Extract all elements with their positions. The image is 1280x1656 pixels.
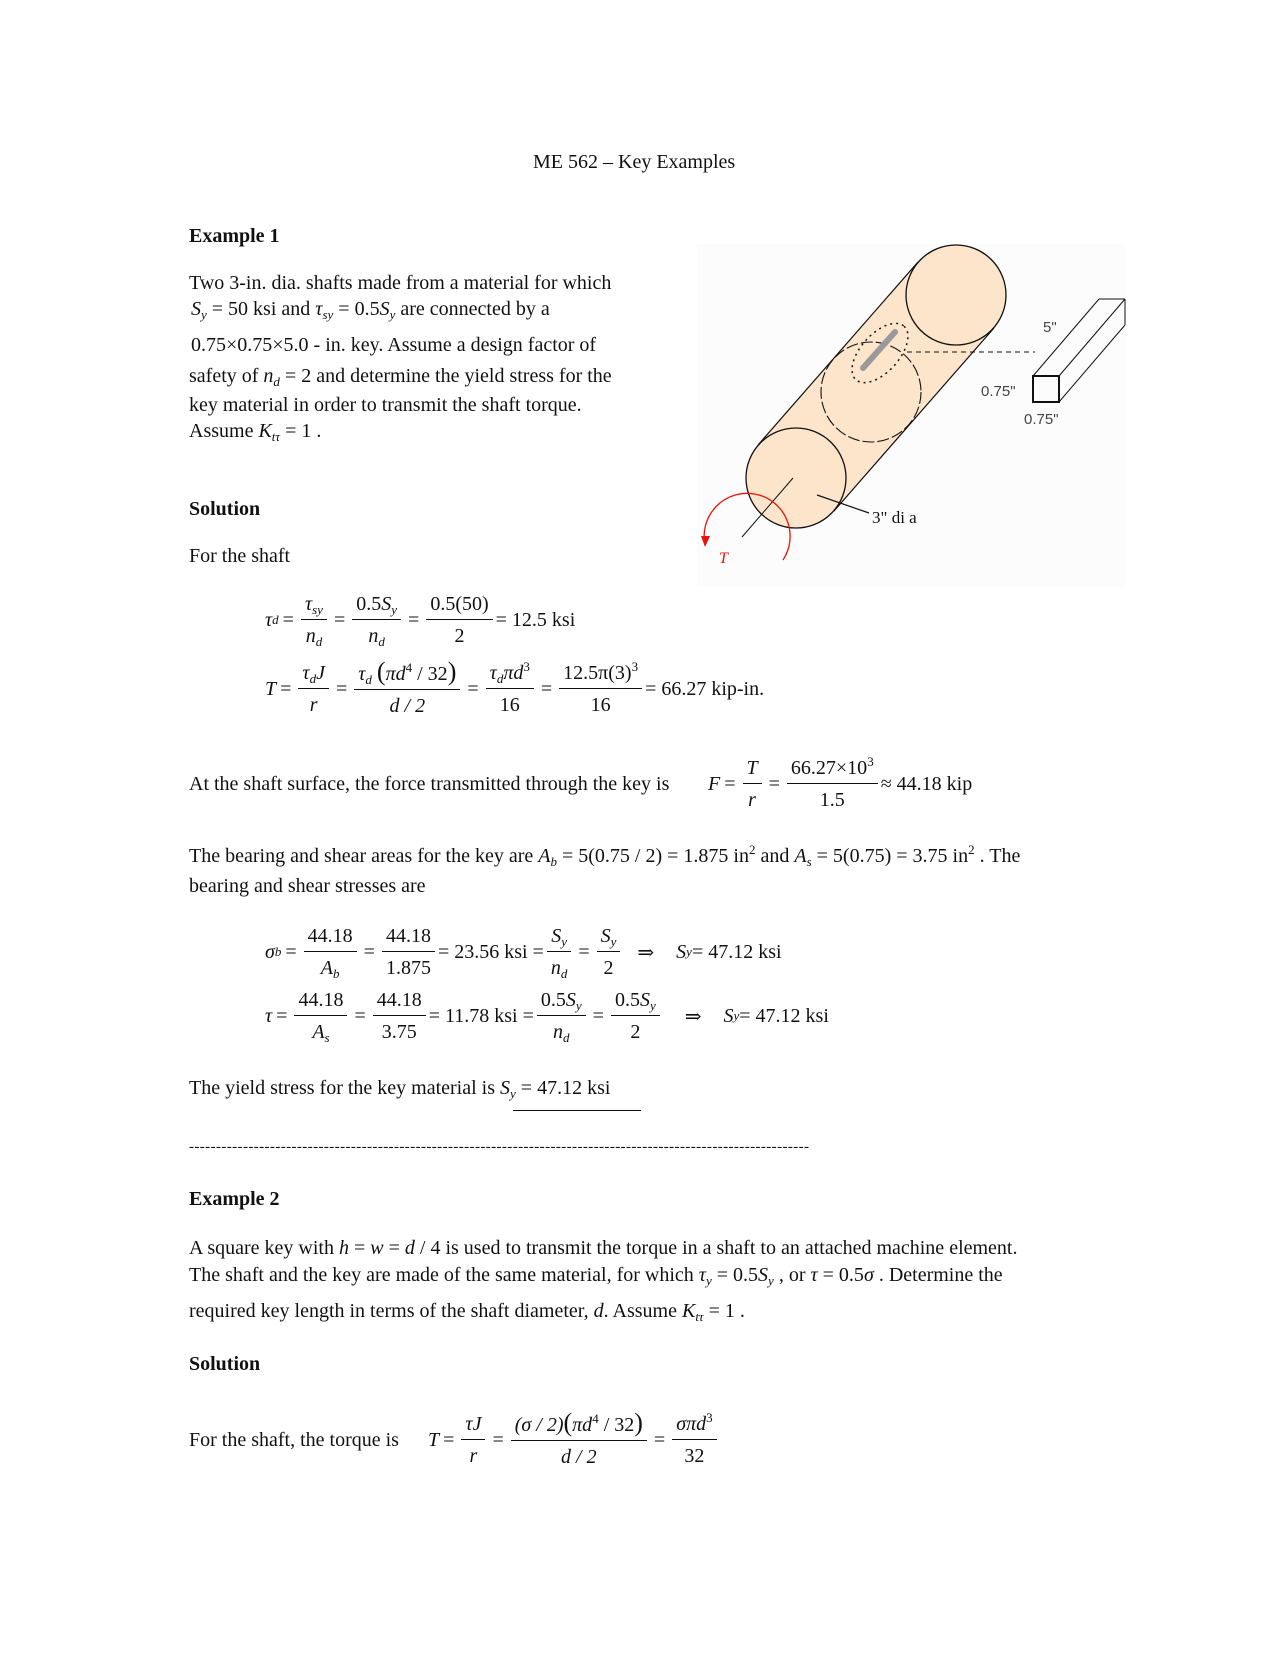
text-line: For the shaft <box>189 545 291 567</box>
math: ≈ 44.18 kip <box>880 772 973 795</box>
math: r <box>298 688 329 715</box>
math: 3 <box>523 659 530 674</box>
equation-design-shear-stress: τ d = $\tau_{sy}$ $n_d$ = $\frac{0.5S_y}{n_d}$ = $\frac{0.5(50)}{2}$ = 12.5 ksi <box>265 593 576 649</box>
math: S <box>676 940 687 963</box>
math: 3 <box>631 659 639 674</box>
math: 1.5 <box>787 783 878 810</box>
fraction <box>787 754 878 811</box>
math: d / 2 <box>354 689 460 716</box>
text: Assume <box>189 420 259 442</box>
text: safety of <box>189 365 264 387</box>
section-separator: ------------------------------------------------------------------------------------------------------------------- <box>189 1139 810 1155</box>
math: S <box>723 1004 734 1027</box>
shaft-key-figure <box>0 0 1280 620</box>
math: d / 2 <box>511 1440 647 1467</box>
math: S <box>758 1264 769 1286</box>
math: y <box>510 1086 516 1101</box>
math: = 23.56 ksi = <box>437 940 544 963</box>
fraction <box>382 926 435 978</box>
math: d <box>309 671 317 686</box>
fraction <box>559 659 642 716</box>
math: ) <box>634 1408 643 1437</box>
math: A <box>794 845 807 867</box>
torque-label: T <box>719 550 728 567</box>
math: y <box>768 1273 774 1288</box>
math: τ <box>315 298 323 320</box>
math: d <box>593 1300 604 1322</box>
key-length-label: 5" <box>1043 319 1057 336</box>
math: 66.27×10 <box>790 757 868 779</box>
math: σπd <box>676 1413 707 1435</box>
math: 0.5 <box>356 593 382 615</box>
math: = <box>354 1004 366 1027</box>
math: πd <box>385 663 406 685</box>
math: sy <box>322 307 334 322</box>
math: h <box>338 1237 349 1259</box>
math: tτ <box>271 429 281 444</box>
math: = <box>492 1428 504 1451</box>
math: y <box>575 998 582 1013</box>
math: d <box>378 634 385 649</box>
text-line: bearing and shear stresses are <box>189 875 426 897</box>
math: σ <box>265 940 275 963</box>
math: S <box>500 1077 511 1099</box>
math: ( <box>376 657 386 686</box>
math: = 0.5 <box>711 1264 759 1286</box>
math: y <box>561 934 567 949</box>
math: T <box>265 677 277 700</box>
math: 1.875 <box>382 951 435 978</box>
example-1-text-line: 0.75×0.75×5.0 - in. key. Assume a design factor of <box>191 334 597 356</box>
math: d <box>365 672 372 687</box>
text: . Determine the <box>873 1264 1003 1286</box>
math: b <box>550 854 557 869</box>
math: τJ <box>465 1413 482 1435</box>
math: y <box>705 1273 712 1288</box>
fraction <box>537 989 586 1045</box>
math: = <box>276 1004 288 1027</box>
math: n <box>368 625 379 647</box>
text: required key length in terms of the shaft diameter, <box>189 1300 594 1322</box>
math: J <box>316 662 325 684</box>
math: = <box>653 1428 666 1451</box>
fraction <box>486 659 534 716</box>
implies-arrow: ⇒ <box>637 941 655 964</box>
fraction <box>511 1408 647 1468</box>
math: τ <box>302 662 310 684</box>
math: 16 <box>486 688 534 715</box>
math: T <box>428 1428 440 1451</box>
math: = <box>335 677 348 700</box>
text: / 4 is used to transmit the torque in a shaft to an attached machine element. <box>414 1237 1018 1259</box>
math: = 11.78 ksi = <box>428 1004 534 1027</box>
math: 3 <box>867 754 874 769</box>
math: τ <box>265 1004 273 1027</box>
math: πd <box>572 1414 593 1436</box>
math: = 12.5 ksi <box>495 608 576 631</box>
math: r <box>461 1439 485 1466</box>
math: n <box>305 625 316 647</box>
math: 4 <box>592 1411 599 1426</box>
math: = <box>408 608 420 631</box>
result-line <box>189 1077 611 1101</box>
math: d <box>404 1237 415 1259</box>
math: = <box>282 608 294 631</box>
math: K <box>258 420 272 442</box>
math: y <box>391 602 398 617</box>
equation-bearing-stress: σ b = $\frac{44.18}{A_b}$ = $\frac{44.18}{1.875}$ = 23.56 ksi = $\frac{S_y}{n_d}$ = $\frac{S_y}{2}$ ⇒ S y = 47.12 ksi <box>265 925 782 981</box>
math: y <box>201 307 207 322</box>
math: 0.5 <box>614 989 640 1011</box>
math: s <box>324 1030 330 1045</box>
math: A <box>538 845 551 867</box>
math: d <box>315 634 323 649</box>
fraction <box>294 989 347 1045</box>
math: = 66.27 kip-in. <box>645 677 765 700</box>
math: S <box>379 298 390 320</box>
text: . The <box>974 845 1021 867</box>
math: / 32 <box>598 1414 635 1436</box>
math: S <box>191 298 201 320</box>
text: are connected by a <box>395 298 550 320</box>
text-line: For the shaft, the torque is <box>189 1429 399 1451</box>
fraction <box>611 990 660 1042</box>
solution-heading: Solution <box>189 1353 261 1375</box>
math: S <box>639 989 650 1011</box>
math: 32 <box>672 1439 716 1466</box>
math: = 0.5 <box>817 1264 864 1286</box>
math: 3.75 <box>373 1015 426 1042</box>
math: A <box>312 1021 325 1043</box>
equation-torque-2 <box>428 1408 720 1468</box>
text: The shaft and the key are made of the same material, for which <box>189 1264 699 1286</box>
text: , or <box>773 1264 811 1286</box>
math: w <box>370 1237 384 1259</box>
math: = <box>467 677 479 700</box>
math: = 5(0.75 / 2) = 1.875 in <box>556 845 749 867</box>
math: 44.18 <box>298 989 344 1011</box>
math: r <box>743 783 762 810</box>
math: τ <box>265 608 273 631</box>
text: The yield stress for the key material is <box>189 1077 501 1099</box>
math: 0.5 <box>540 989 566 1011</box>
text-line <box>189 842 1021 869</box>
math: = <box>443 1428 455 1451</box>
text: = 1 . <box>280 420 322 442</box>
math: = 5(0.75) = 3.75 in <box>811 845 969 867</box>
math: = 47.12 ksi <box>739 1004 829 1027</box>
fraction <box>354 657 460 717</box>
math: = <box>333 608 346 631</box>
math: = <box>768 772 780 795</box>
equation-force <box>708 754 973 811</box>
example-1-text-line: Two 3-in. dia. shafts made from a material for which <box>189 272 612 294</box>
key-width-label: 0.75" <box>1024 411 1059 428</box>
math: tτ <box>695 1309 704 1324</box>
fraction <box>597 926 621 978</box>
math: S <box>565 989 576 1011</box>
math: K <box>681 1300 696 1322</box>
math: ) <box>447 657 457 686</box>
example-2-text-line <box>189 1238 1018 1258</box>
page-title: ME 562 – Key Examples <box>533 151 736 173</box>
math: d <box>496 671 504 686</box>
equation-torque <box>265 657 765 717</box>
math: S <box>381 593 392 615</box>
example-2-text-line <box>189 1300 745 1324</box>
key-height-label: 0.75" <box>981 383 1016 400</box>
math: y <box>389 307 396 322</box>
math: σ <box>863 1264 874 1286</box>
fraction <box>743 758 762 810</box>
fraction <box>672 1410 716 1467</box>
example-2-heading: Example 2 <box>189 1188 280 1210</box>
text: The bearing and shear areas for the key are <box>189 845 539 867</box>
math: πd <box>503 662 524 684</box>
math: d <box>560 966 568 981</box>
math: = <box>285 940 297 963</box>
fraction <box>304 925 357 981</box>
math: = <box>724 772 736 795</box>
text: = 1 . <box>703 1300 745 1322</box>
math: 2 <box>611 1015 660 1042</box>
math: = <box>383 1237 405 1259</box>
shaft-end-circle <box>746 428 846 528</box>
math: (σ / 2) <box>514 1414 564 1436</box>
math: 2 <box>426 619 492 646</box>
text: . Assume <box>603 1300 682 1322</box>
math: n <box>553 1021 564 1043</box>
shaft-end-circle <box>906 245 1006 345</box>
math: 16 <box>559 688 642 715</box>
math: S <box>551 925 562 947</box>
math: τ <box>810 1264 818 1286</box>
fraction <box>547 925 572 981</box>
math: / 32 <box>412 663 448 685</box>
example-1-text-line: key material in order to transmit the shaft torque. <box>189 394 582 416</box>
math: τ <box>489 662 497 684</box>
math: 44.18 <box>307 925 353 947</box>
math: n <box>550 957 561 979</box>
math: T <box>746 757 758 779</box>
equation-shear-stress: τ = $\frac{44.18}{A_s}$ = $\frac{44.18}{3.75}$ = 11.78 ksi = $\frac{0.5S_y}{n_d}$ = $\frac{0.5S_y}{2}$ ⇒ S y = 47.12 ksi <box>265 989 829 1045</box>
math: d <box>563 1030 570 1045</box>
math: y <box>649 998 656 1013</box>
math: n <box>263 365 274 387</box>
text: = 50 ksi and <box>206 298 316 320</box>
math: 3 <box>706 1410 713 1425</box>
math: (3) <box>608 662 632 684</box>
math: = <box>578 940 590 963</box>
math: τ <box>698 1264 706 1286</box>
math: = 47.12 ksi <box>515 1077 611 1099</box>
fraction <box>373 990 426 1042</box>
implies-arrow: ⇒ <box>684 1005 702 1028</box>
math: = <box>280 677 292 700</box>
math: s <box>806 854 812 869</box>
math: d <box>273 374 280 389</box>
text-line: At the shaft surface, the force transmitted through the key is <box>189 773 670 795</box>
fraction <box>461 1414 485 1466</box>
diameter-label: 3" di a <box>872 508 917 527</box>
math: = 47.12 ksi <box>691 940 782 963</box>
example-2-text-line <box>189 1264 1003 1288</box>
math: y <box>610 934 617 949</box>
math: = <box>363 940 375 963</box>
math: 4 <box>405 660 413 675</box>
math: = <box>540 677 553 700</box>
math: 2 <box>968 842 975 857</box>
math: A <box>320 957 334 979</box>
text: and <box>755 845 795 867</box>
math: 44.18 <box>376 989 422 1011</box>
math: = <box>348 1237 371 1259</box>
math: F <box>708 772 721 795</box>
math: 2 <box>748 842 756 857</box>
text: = 0.5 <box>333 298 380 320</box>
math: τ <box>358 663 366 685</box>
math: b <box>333 966 340 981</box>
math: τ <box>304 593 313 615</box>
result-underline <box>513 1110 641 1111</box>
text: = 2 and determine the yield stress for the <box>279 365 612 387</box>
solution-heading: Solution <box>189 498 261 520</box>
math: ( <box>563 1408 573 1437</box>
math: sy <box>312 602 323 617</box>
example-1-heading: Example 1 <box>189 225 280 247</box>
math: 2 <box>597 951 621 978</box>
math: S <box>600 925 611 947</box>
fraction <box>298 663 329 715</box>
math: = <box>592 1004 604 1027</box>
math: 0.5(50) <box>430 593 489 615</box>
math: 12.5π <box>563 662 609 684</box>
math: 44.18 <box>385 925 431 947</box>
text: A square key with <box>189 1237 339 1259</box>
